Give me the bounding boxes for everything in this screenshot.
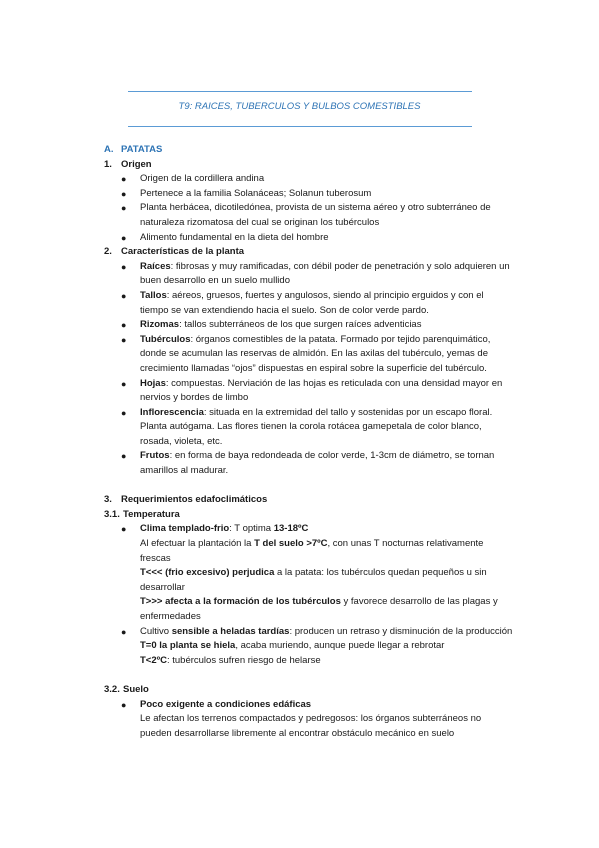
title-top-rule [128, 91, 472, 92]
bullet-icon: ● [121, 320, 127, 331]
section-a-heading [104, 143, 514, 158]
bullet-icon: ● [121, 334, 127, 345]
bullet-icon: ● [121, 188, 127, 199]
suelo-list [104, 698, 514, 742]
section-a-number: A. [104, 144, 114, 155]
clima-calor-line: T>>> afecta a la formación de los tubérculos y favorece desarrollo de las plagas y enfermedades [140, 596, 498, 622]
list-item: ● Pertenece a la familia Solanáceas; Solanun tuberosum [104, 187, 514, 202]
section-3-2-label: Suelo [123, 683, 149, 695]
bullet-icon: ● [121, 203, 127, 214]
list-item [104, 522, 514, 624]
section-2-heading [104, 245, 514, 260]
bullet-icon: ● [121, 174, 127, 185]
list-item: ● Tubérculos: órganos comestibles de la patata. Formado por tejido parenquimático, donde se acumulan las reservas de almidón. En las axilas del tubérculo, yemas de crecimiento llamadas “ojos” dispuestas en espiral sobre la superficie del tubérculo. [121, 333, 491, 374]
suelo-term: Poco exigente a condiciones edáficas [140, 698, 312, 710]
origen-list [104, 172, 514, 245]
bullet-icon: ● [121, 261, 127, 272]
list-item [104, 698, 514, 742]
spacer [104, 668, 514, 683]
list-item: ● Inflorescencia: situada en la extremidad del tallo y sostenidas por un escapo floral. Planta autógama. Las flores tienen la corola rotácea gamepetala de color blanco, rosada, violeta, etc. [121, 406, 493, 447]
section-3-number: 3. [104, 494, 112, 506]
list-item: ● Tallos: aéreos, gruesos, fuertes y angulosos, siendo al principio erguidos y con el tiempo se van extendiendo hacia el suelo. Son de color verde pardo. [121, 289, 484, 316]
list-item: ● Hojas: compuestas. Nerviación de las hojas es reticulada con una densidad mayor en nervios y bordes de limbo [121, 377, 503, 404]
heladas-cero-line: T=0 la planta se hiela, acaba muriendo, aunque puede llegar a rebrotar [140, 640, 445, 652]
bullet-icon: ● [121, 699, 127, 710]
bullet-icon: ● [121, 451, 127, 462]
list-item: ● Origen de la cordillera andina [104, 172, 514, 187]
section-3-1-number: 3.1. [104, 508, 120, 520]
section-3-heading [104, 493, 514, 508]
document-title: T9: RAICES, TUBERCULOS Y BULBOS COMESTIBLES [178, 101, 421, 112]
bullet-icon: ● [121, 524, 127, 535]
list-item: ● Raíces: fibrosas y muy ramificadas, con débil poder de penetración y solo adquieren un buen desarrollo en un suelo mullido [121, 260, 510, 287]
clima-line: Clima templado-frio: T optima 13-18ºC [140, 523, 309, 535]
list-item: ● Alimento fundamental en la dieta del hombre [104, 231, 514, 246]
clima-frio-line: T<<< (frio excesivo) perjudica a la patata: los tubérculos quedan pequeños u sin desarrollar [140, 567, 487, 593]
clima-suelo-line: Al efectuar la plantación la T del suelo >7ºC, con unas T nocturnas relativamente frescas [140, 538, 484, 564]
section-1-label: Origen [121, 158, 152, 170]
caracteristicas-list [104, 260, 514, 479]
spacer [104, 479, 514, 494]
temperatura-list [104, 522, 514, 668]
heladas-line: Cultivo sensible a heladas tardías: producen un retraso y disminución de la producción [140, 625, 513, 637]
section-3-1-label: Temperatura [123, 508, 180, 520]
list-item: ● Rizomas: tallos subterráneos de los que surgen raíces adventicias [104, 318, 514, 333]
section-a-label: PATATAS [121, 144, 163, 155]
section-1-heading [104, 158, 514, 173]
section-3-label: Requerimientos edafoclimáticos [121, 494, 268, 506]
section-3-2-heading [104, 683, 514, 698]
bullet-icon: ● [121, 407, 127, 418]
title-bottom-rule [128, 126, 472, 127]
suelo-text: Le afectan los terrenos compactados y pedregosos: los órganos subterráneos no pueden desarrollarse libremente al encontrar obstáculo mecánico en suelo [140, 713, 482, 739]
document-body [104, 143, 514, 741]
list-item: ● Planta herbácea, dicotiledónea, provista de un sistema aéreo y otro subterráneo de naturaleza rizomatosa del cual se originan los tubérculos [121, 202, 491, 228]
bullet-icon: ● [121, 232, 127, 243]
list-item: ● Frutos: en forma de baya redondeada de color verde, 1-3cm de diámetro, se tornan amarillos al madurar. [121, 450, 495, 477]
bullet-icon: ● [121, 378, 127, 389]
bullet-icon: ● [121, 290, 127, 301]
heladas-dos-line: T<2ºC: tubérculos sufren riesgo de helarse [140, 654, 321, 666]
bullet-icon: ● [121, 626, 127, 637]
section-3-1-heading [104, 508, 514, 523]
section-1-number: 1. [104, 158, 112, 170]
section-2-number: 2. [104, 246, 112, 258]
list-item [104, 625, 514, 669]
section-2-label: Características de la planta [121, 246, 245, 258]
section-3-2-number: 3.2. [104, 683, 120, 695]
